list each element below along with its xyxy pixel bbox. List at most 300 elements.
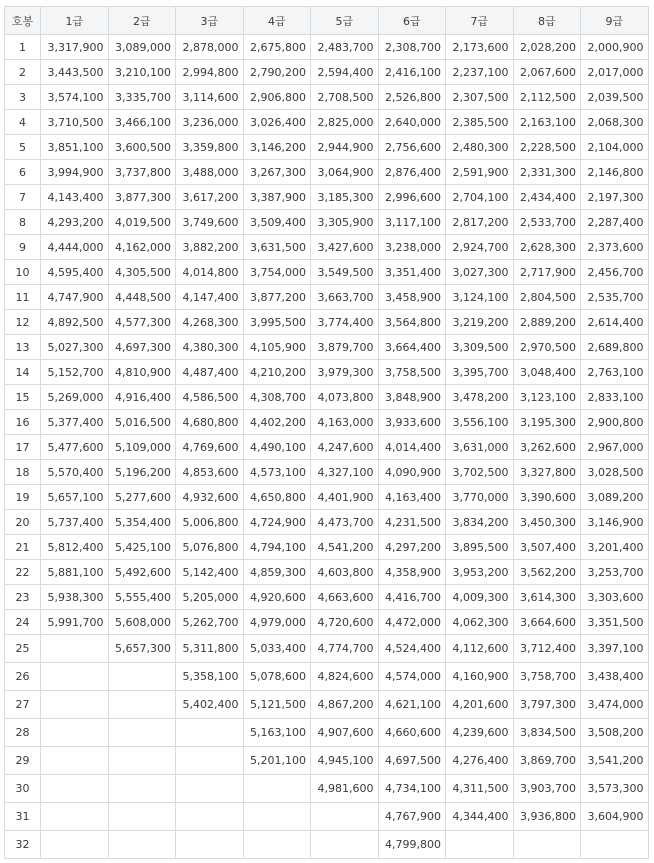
salary-cell: 5,657,100 <box>41 485 109 510</box>
salary-cell: 3,507,400 <box>513 535 581 560</box>
salary-cell: 2,104,000 <box>581 135 649 160</box>
salary-cell: 2,373,600 <box>581 235 649 260</box>
salary-cell: 4,573,100 <box>243 460 311 485</box>
table-row <box>5 60 649 85</box>
salary-cell <box>446 831 514 859</box>
salary-cell: 3,549,500 <box>311 260 379 285</box>
step-cell: 7 <box>5 185 41 210</box>
salary-cell: 4,444,000 <box>41 235 109 260</box>
salary-cell: 4,247,600 <box>311 435 379 460</box>
salary-cell: 2,804,500 <box>513 285 581 310</box>
salary-cell: 2,416,100 <box>378 60 446 85</box>
salary-cell: 2,068,300 <box>581 110 649 135</box>
header-grade-2: 2급 <box>108 7 176 35</box>
salary-cell: 2,385,500 <box>446 110 514 135</box>
table-row <box>5 385 649 410</box>
salary-cell: 4,105,900 <box>243 335 311 360</box>
salary-cell: 3,758,700 <box>513 663 581 691</box>
salary-cell: 3,390,600 <box>513 485 581 510</box>
table-row <box>5 775 649 803</box>
step-cell: 4 <box>5 110 41 135</box>
salary-cell: 3,117,100 <box>378 210 446 235</box>
salary-cell: 5,570,400 <box>41 460 109 485</box>
salary-cell: 5,358,100 <box>176 663 244 691</box>
salary-cell: 4,916,400 <box>108 385 176 410</box>
salary-cell: 4,774,700 <box>311 635 379 663</box>
salary-cell: 2,237,100 <box>446 60 514 85</box>
table-row <box>5 160 649 185</box>
salary-cell: 4,297,200 <box>378 535 446 560</box>
salary-cell: 5,812,400 <box>41 535 109 560</box>
salary-cell: 5,121,500 <box>243 691 311 719</box>
table-row <box>5 35 649 60</box>
salary-cell: 4,859,300 <box>243 560 311 585</box>
salary-cell: 5,205,000 <box>176 585 244 610</box>
salary-cell: 3,664,400 <box>378 335 446 360</box>
salary-cell: 2,039,500 <box>581 85 649 110</box>
salary-cell: 4,979,000 <box>243 610 311 635</box>
salary-cell: 2,287,400 <box>581 210 649 235</box>
step-cell: 29 <box>5 747 41 775</box>
table-row <box>5 285 649 310</box>
salary-cell: 3,397,100 <box>581 635 649 663</box>
salary-cell: 4,014,400 <box>378 435 446 460</box>
table-row <box>5 135 649 160</box>
salary-cell: 3,600,500 <box>108 135 176 160</box>
salary-cell: 3,664,600 <box>513 610 581 635</box>
salary-cell: 3,774,400 <box>311 310 379 335</box>
salary-cell: 4,239,600 <box>446 719 514 747</box>
salary-cell: 3,114,600 <box>176 85 244 110</box>
salary-cell: 2,708,500 <box>311 85 379 110</box>
step-cell: 30 <box>5 775 41 803</box>
salary-cell: 2,228,500 <box>513 135 581 160</box>
salary-cell <box>41 719 109 747</box>
salary-cell <box>41 775 109 803</box>
salary-cell <box>176 775 244 803</box>
salary-cell: 3,253,700 <box>581 560 649 585</box>
salary-cell: 3,895,500 <box>446 535 514 560</box>
salary-cell: 2,307,500 <box>446 85 514 110</box>
salary-cell: 3,851,100 <box>41 135 109 160</box>
salary-cell: 5,201,100 <box>243 747 311 775</box>
salary-cell: 3,564,800 <box>378 310 446 335</box>
salary-cell: 3,123,100 <box>513 385 581 410</box>
salary-cell: 2,900,800 <box>581 410 649 435</box>
salary-cell: 4,541,200 <box>311 535 379 560</box>
salary-cell: 3,327,800 <box>513 460 581 485</box>
table-row <box>5 85 649 110</box>
salary-cell: 2,689,800 <box>581 335 649 360</box>
table-row <box>5 360 649 385</box>
step-cell: 6 <box>5 160 41 185</box>
step-cell: 11 <box>5 285 41 310</box>
step-cell: 18 <box>5 460 41 485</box>
salary-cell: 4,019,500 <box>108 210 176 235</box>
salary-cell: 4,574,000 <box>378 663 446 691</box>
salary-cell: 2,906,800 <box>243 85 311 110</box>
step-cell: 8 <box>5 210 41 235</box>
salary-cell: 4,769,600 <box>176 435 244 460</box>
header-grade-1: 1급 <box>41 7 109 35</box>
salary-cell: 3,994,900 <box>41 160 109 185</box>
step-cell: 5 <box>5 135 41 160</box>
salary-cell: 3,617,200 <box>176 185 244 210</box>
salary-cell: 2,924,700 <box>446 235 514 260</box>
salary-cell: 2,594,400 <box>311 60 379 85</box>
header-grade-7: 7급 <box>446 7 514 35</box>
salary-cell: 3,770,000 <box>446 485 514 510</box>
salary-cell: 4,853,600 <box>176 460 244 485</box>
salary-cell <box>41 635 109 663</box>
salary-cell: 3,663,700 <box>311 285 379 310</box>
salary-cell: 2,591,900 <box>446 160 514 185</box>
salary-cell: 4,981,600 <box>311 775 379 803</box>
salary-cell: 4,794,100 <box>243 535 311 560</box>
salary-cell <box>176 747 244 775</box>
salary-cell: 2,817,200 <box>446 210 514 235</box>
salary-cell: 4,402,200 <box>243 410 311 435</box>
salary-cell: 3,450,300 <box>513 510 581 535</box>
salary-cell <box>41 747 109 775</box>
salary-cell: 2,994,800 <box>176 60 244 85</box>
salary-cell: 4,160,900 <box>446 663 514 691</box>
salary-cell: 5,027,300 <box>41 335 109 360</box>
salary-cell: 3,869,700 <box>513 747 581 775</box>
salary-cell: 3,195,300 <box>513 410 581 435</box>
salary-cell: 4,490,100 <box>243 435 311 460</box>
salary-cell: 3,877,200 <box>243 285 311 310</box>
salary-cell: 5,016,500 <box>108 410 176 435</box>
step-cell: 20 <box>5 510 41 535</box>
salary-cell: 3,236,000 <box>176 110 244 135</box>
salary-cell <box>41 831 109 859</box>
table-row <box>5 335 649 360</box>
salary-cell: 3,604,900 <box>581 803 649 831</box>
salary-cell: 4,276,400 <box>446 747 514 775</box>
salary-cell: 4,073,800 <box>311 385 379 410</box>
salary-cell: 4,162,000 <box>108 235 176 260</box>
salary-cell: 5,377,400 <box>41 410 109 435</box>
header-grade-5: 5급 <box>311 7 379 35</box>
table-row <box>5 831 649 859</box>
salary-cell: 4,650,800 <box>243 485 311 510</box>
salary-cell: 2,825,000 <box>311 110 379 135</box>
salary-cell: 3,443,500 <box>41 60 109 85</box>
salary-cell <box>108 663 176 691</box>
salary-cell: 3,466,100 <box>108 110 176 135</box>
salary-cell: 2,434,400 <box>513 185 581 210</box>
header-grade-3: 3급 <box>176 7 244 35</box>
salary-cell: 4,487,400 <box>176 360 244 385</box>
table-row <box>5 260 649 285</box>
step-cell: 23 <box>5 585 41 610</box>
salary-cell: 5,402,400 <box>176 691 244 719</box>
salary-cell: 3,478,200 <box>446 385 514 410</box>
salary-cell: 3,749,600 <box>176 210 244 235</box>
salary-cell: 3,262,600 <box>513 435 581 460</box>
step-cell: 19 <box>5 485 41 510</box>
salary-cell: 4,932,600 <box>176 485 244 510</box>
salary-cell: 2,640,000 <box>378 110 446 135</box>
table-row <box>5 803 649 831</box>
salary-cell: 5,881,100 <box>41 560 109 585</box>
salary-cell: 5,991,700 <box>41 610 109 635</box>
salary-cell: 4,473,700 <box>311 510 379 535</box>
salary-cell: 2,876,400 <box>378 160 446 185</box>
salary-cell: 3,395,700 <box>446 360 514 385</box>
salary-cell: 2,112,500 <box>513 85 581 110</box>
salary-cell: 5,033,400 <box>243 635 311 663</box>
salary-cell: 3,317,900 <box>41 35 109 60</box>
salary-cell: 3,028,500 <box>581 460 649 485</box>
salary-cell <box>108 775 176 803</box>
salary-cell: 5,163,100 <box>243 719 311 747</box>
salary-cell: 2,996,600 <box>378 185 446 210</box>
salary-cell: 2,000,900 <box>581 35 649 60</box>
salary-cell: 2,533,700 <box>513 210 581 235</box>
salary-cell: 3,933,600 <box>378 410 446 435</box>
salary-cell: 3,754,000 <box>243 260 311 285</box>
salary-cell: 4,014,800 <box>176 260 244 285</box>
salary-cell: 2,878,000 <box>176 35 244 60</box>
salary-cell: 5,269,000 <box>41 385 109 410</box>
step-cell: 14 <box>5 360 41 385</box>
salary-cell: 5,938,300 <box>41 585 109 610</box>
salary-cell: 4,062,300 <box>446 610 514 635</box>
salary-cell <box>41 691 109 719</box>
salary-cell <box>243 775 311 803</box>
step-cell: 3 <box>5 85 41 110</box>
step-cell: 2 <box>5 60 41 85</box>
salary-cell: 5,006,800 <box>176 510 244 535</box>
salary-cell: 2,146,800 <box>581 160 649 185</box>
salary-cell: 5,262,700 <box>176 610 244 635</box>
salary-cell: 4,201,600 <box>446 691 514 719</box>
salary-cell: 3,614,300 <box>513 585 581 610</box>
salary-cell <box>108 747 176 775</box>
salary-cell: 3,201,400 <box>581 535 649 560</box>
salary-cell <box>243 831 311 859</box>
salary-cell: 4,308,700 <box>243 385 311 410</box>
salary-cell: 2,756,600 <box>378 135 446 160</box>
salary-cell: 3,427,600 <box>311 235 379 260</box>
salary-cell <box>108 803 176 831</box>
table-row <box>5 235 649 260</box>
salary-cell: 3,124,100 <box>446 285 514 310</box>
table-row <box>5 485 649 510</box>
salary-cell: 4,009,300 <box>446 585 514 610</box>
salary-cell: 3,267,300 <box>243 160 311 185</box>
salary-cell: 4,945,100 <box>311 747 379 775</box>
salary-cell: 5,425,100 <box>108 535 176 560</box>
salary-cell: 3,351,400 <box>378 260 446 285</box>
table-row <box>5 610 649 635</box>
salary-cell: 4,907,600 <box>311 719 379 747</box>
table-row <box>5 585 649 610</box>
salary-cell: 4,621,100 <box>378 691 446 719</box>
table-row <box>5 635 649 663</box>
salary-cell: 3,737,800 <box>108 160 176 185</box>
salary-cell: 3,488,000 <box>176 160 244 185</box>
salary-cell: 5,076,800 <box>176 535 244 560</box>
salary-cell: 2,535,700 <box>581 285 649 310</box>
salary-cell: 3,359,800 <box>176 135 244 160</box>
salary-cell: 3,335,700 <box>108 85 176 110</box>
step-cell: 1 <box>5 35 41 60</box>
salary-cell: 4,824,600 <box>311 663 379 691</box>
salary-cell: 4,268,300 <box>176 310 244 335</box>
salary-cell: 4,660,600 <box>378 719 446 747</box>
salary-cell: 3,710,500 <box>41 110 109 135</box>
step-cell: 31 <box>5 803 41 831</box>
table-row <box>5 691 649 719</box>
salary-cell: 4,724,900 <box>243 510 311 535</box>
salary-cell: 3,573,300 <box>581 775 649 803</box>
salary-cell: 3,631,000 <box>446 435 514 460</box>
salary-cell: 4,210,200 <box>243 360 311 385</box>
step-cell: 32 <box>5 831 41 859</box>
salary-cell <box>311 831 379 859</box>
salary-cell: 3,834,200 <box>446 510 514 535</box>
salary-cell: 2,163,100 <box>513 110 581 135</box>
salary-cell: 4,147,400 <box>176 285 244 310</box>
salary-cell: 2,197,300 <box>581 185 649 210</box>
salary-cell: 4,603,800 <box>311 560 379 585</box>
salary-cell: 3,474,000 <box>581 691 649 719</box>
salary-cell: 4,090,900 <box>378 460 446 485</box>
step-cell: 24 <box>5 610 41 635</box>
salary-cell: 3,556,100 <box>446 410 514 435</box>
header-step: 호봉 <box>5 7 41 35</box>
salary-cell: 3,458,900 <box>378 285 446 310</box>
table-row <box>5 435 649 460</box>
header-grade-6: 6급 <box>378 7 446 35</box>
salary-cell: 4,595,400 <box>41 260 109 285</box>
salary-cell: 4,358,900 <box>378 560 446 585</box>
salary-cell: 2,944,900 <box>311 135 379 160</box>
table-row <box>5 110 649 135</box>
salary-cell: 2,028,200 <box>513 35 581 60</box>
salary-cell: 4,305,500 <box>108 260 176 285</box>
step-cell: 28 <box>5 719 41 747</box>
salary-cell: 4,401,900 <box>311 485 379 510</box>
salary-cell: 2,675,800 <box>243 35 311 60</box>
table-row <box>5 185 649 210</box>
salary-cell: 4,663,600 <box>311 585 379 610</box>
salary-cell: 3,879,700 <box>311 335 379 360</box>
salary-cell: 3,238,000 <box>378 235 446 260</box>
salary-cell: 3,509,400 <box>243 210 311 235</box>
salary-cell: 4,293,200 <box>41 210 109 235</box>
salary-table-container <box>4 6 649 859</box>
step-cell: 17 <box>5 435 41 460</box>
salary-cell: 3,064,900 <box>311 160 379 185</box>
salary-cell: 4,327,100 <box>311 460 379 485</box>
step-cell: 21 <box>5 535 41 560</box>
salary-cell: 3,903,700 <box>513 775 581 803</box>
salary-cell: 3,303,600 <box>581 585 649 610</box>
step-cell: 26 <box>5 663 41 691</box>
salary-cell: 5,142,400 <box>176 560 244 585</box>
salary-cell <box>108 831 176 859</box>
salary-cell <box>108 719 176 747</box>
salary-cell: 5,657,300 <box>108 635 176 663</box>
table-row <box>5 719 649 747</box>
salary-cell: 5,608,000 <box>108 610 176 635</box>
salary-cell: 4,697,500 <box>378 747 446 775</box>
salary-cell: 3,574,100 <box>41 85 109 110</box>
salary-cell: 5,492,600 <box>108 560 176 585</box>
salary-cell: 3,146,200 <box>243 135 311 160</box>
step-cell: 12 <box>5 310 41 335</box>
table-row <box>5 747 649 775</box>
salary-cell <box>176 803 244 831</box>
salary-table <box>4 6 649 859</box>
table-row <box>5 460 649 485</box>
salary-cell: 4,577,300 <box>108 310 176 335</box>
salary-cell: 3,631,500 <box>243 235 311 260</box>
salary-cell: 4,767,900 <box>378 803 446 831</box>
salary-cell: 3,048,400 <box>513 360 581 385</box>
salary-cell: 5,152,700 <box>41 360 109 385</box>
salary-cell: 3,210,100 <box>108 60 176 85</box>
table-row <box>5 410 649 435</box>
salary-cell: 3,089,200 <box>581 485 649 510</box>
salary-cell: 3,758,500 <box>378 360 446 385</box>
salary-cell: 4,680,800 <box>176 410 244 435</box>
step-cell: 16 <box>5 410 41 435</box>
salary-cell: 3,712,400 <box>513 635 581 663</box>
header-grade-4: 4급 <box>243 7 311 35</box>
salary-cell: 3,508,200 <box>581 719 649 747</box>
salary-cell: 5,109,000 <box>108 435 176 460</box>
salary-cell <box>513 831 581 859</box>
salary-cell: 3,146,900 <box>581 510 649 535</box>
salary-cell: 4,163,400 <box>378 485 446 510</box>
salary-cell: 4,810,900 <box>108 360 176 385</box>
salary-cell: 3,995,500 <box>243 310 311 335</box>
salary-cell: 2,628,300 <box>513 235 581 260</box>
salary-cell: 5,311,800 <box>176 635 244 663</box>
step-cell: 9 <box>5 235 41 260</box>
salary-cell: 5,277,600 <box>108 485 176 510</box>
salary-cell: 4,448,500 <box>108 285 176 310</box>
salary-cell: 3,979,300 <box>311 360 379 385</box>
salary-cell: 5,196,200 <box>108 460 176 485</box>
salary-cell: 3,219,200 <box>446 310 514 335</box>
salary-cell: 4,231,500 <box>378 510 446 535</box>
salary-cell <box>243 803 311 831</box>
salary-cell: 2,331,300 <box>513 160 581 185</box>
salary-cell: 4,892,500 <box>41 310 109 335</box>
salary-cell: 2,763,100 <box>581 360 649 385</box>
salary-cell: 3,882,200 <box>176 235 244 260</box>
step-cell: 22 <box>5 560 41 585</box>
salary-cell: 4,697,300 <box>108 335 176 360</box>
salary-cell: 2,970,500 <box>513 335 581 360</box>
table-row <box>5 560 649 585</box>
salary-cell: 5,555,400 <box>108 585 176 610</box>
header-row <box>5 7 649 35</box>
salary-cell: 3,438,400 <box>581 663 649 691</box>
step-cell: 25 <box>5 635 41 663</box>
table-row <box>5 663 649 691</box>
salary-cell: 3,877,300 <box>108 185 176 210</box>
salary-cell <box>41 803 109 831</box>
salary-cell: 3,351,500 <box>581 610 649 635</box>
salary-cell: 4,311,500 <box>446 775 514 803</box>
